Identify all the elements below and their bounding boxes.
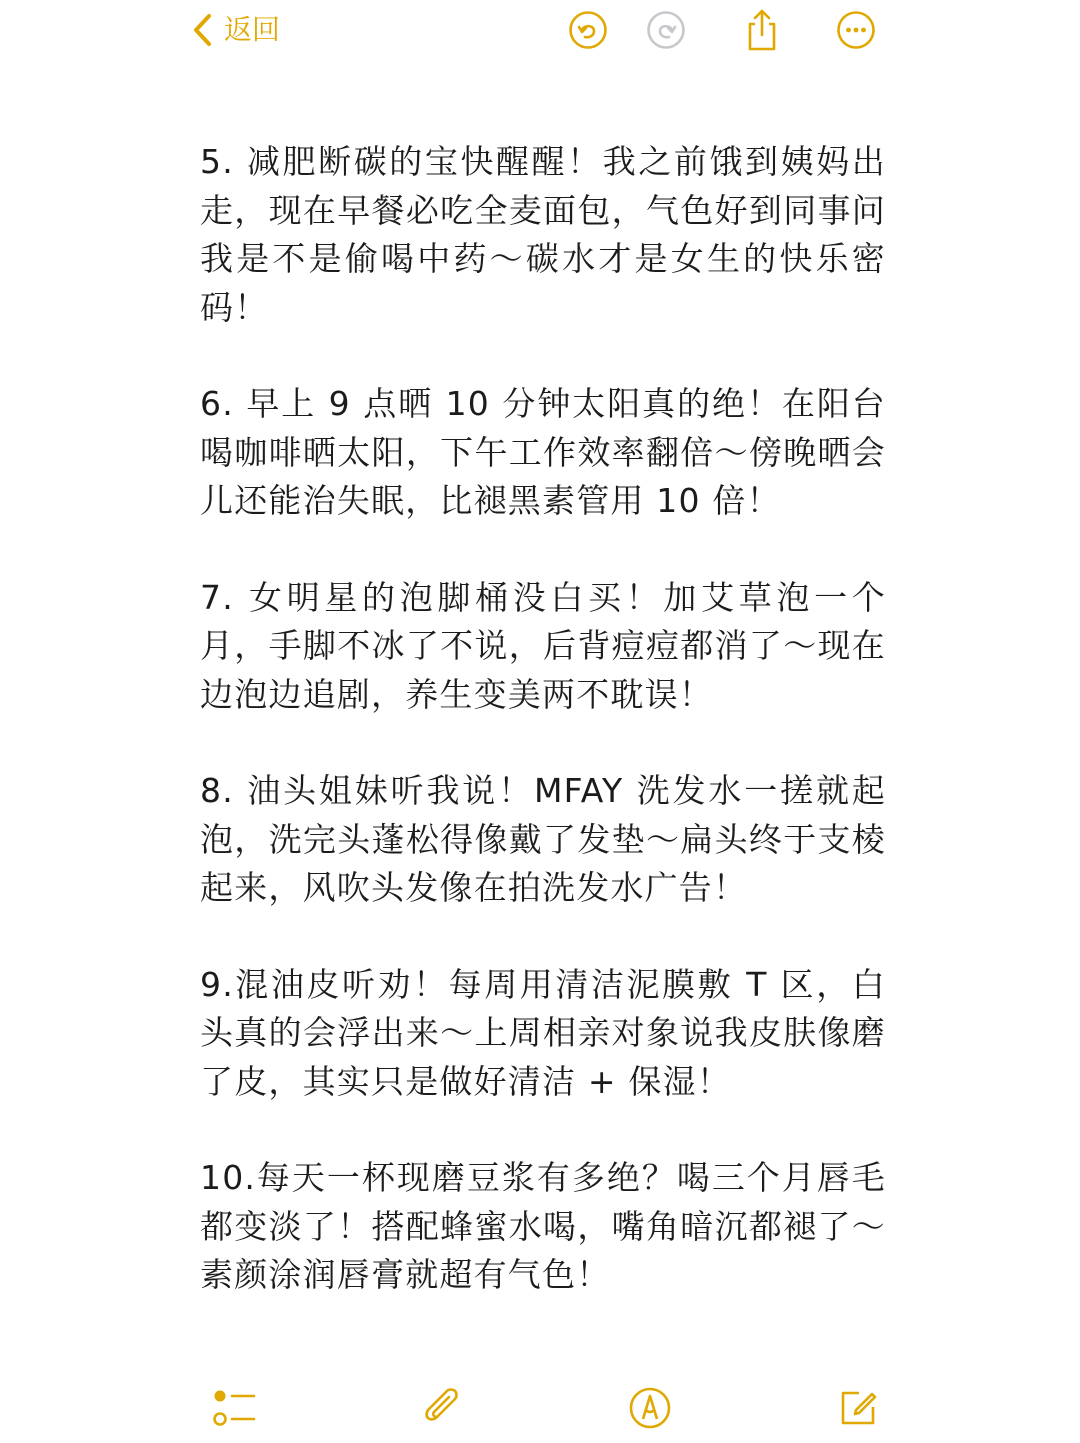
attachment-button[interactable] bbox=[418, 1384, 466, 1432]
back-label: 返回 bbox=[224, 13, 281, 46]
markup-button[interactable] bbox=[626, 1384, 674, 1432]
checklist-icon bbox=[211, 1387, 257, 1429]
more-button[interactable] bbox=[834, 8, 878, 52]
more-icon bbox=[836, 10, 876, 50]
redo-icon bbox=[646, 10, 686, 50]
bottom-toolbar bbox=[0, 1378, 1080, 1438]
undo-button[interactable] bbox=[566, 8, 610, 52]
redo-button[interactable] bbox=[644, 8, 688, 52]
share-icon bbox=[742, 8, 782, 52]
chevron-left-icon bbox=[192, 13, 214, 47]
note-paragraph: 5. 减肥断碳的宝快醒醒！我之前饿到姨妈出走，现在早餐必吃全麦面包，气色好到同事问我是不是偷喝中药～碳水才是女生的快乐密码！ bbox=[200, 142, 886, 327]
back-button[interactable] bbox=[192, 8, 280, 52]
markup-pen-icon bbox=[628, 1386, 672, 1430]
compose-button[interactable] bbox=[834, 1384, 882, 1432]
note-paragraph: 10.每天一杯现磨豆浆有多绝？喝三个月唇毛都变淡了！搭配蜂蜜水喝，嘴角暗沉都褪了～素颜涂润唇膏就超有气色！ bbox=[200, 1158, 886, 1294]
compose-icon bbox=[836, 1386, 880, 1430]
share-button[interactable] bbox=[740, 8, 784, 52]
note-paragraph: 7. 女明星的泡脚桶没白买！加艾草泡一个月，手脚不冰了不说，后背痘痘都消了～现在边泡边追剧，养生变美两不耽误！ bbox=[200, 577, 886, 714]
undo-icon bbox=[568, 10, 608, 50]
paperclip-icon bbox=[420, 1386, 464, 1430]
note-paragraph: 8. 油头姐妹听我说！MFAY 洗发水一搓就起泡，洗完头蓬松得像戴了发垫～扁头终于支棱起来，风吹头发像在拍洗发水广告！ bbox=[200, 771, 886, 907]
top-toolbar bbox=[0, 0, 1080, 60]
note-paragraph: 9.混油皮听劝！每周用清洁泥膜敷 T 区，白头真的会浮出来～上周相亲对象说我皮肤像磨了皮，其实只是做好清洁 + 保湿！ bbox=[200, 964, 886, 1101]
note-body[interactable] bbox=[200, 138, 886, 1348]
checklist-button[interactable] bbox=[210, 1384, 258, 1432]
note-paragraph: 6. 早上 9 点晒 10 分钟太阳真的绝！在阳台喝咖啡晒太阳，下午工作效率翻倍～傍晚晒会儿还能治失眠，比褪黑素管用 10 倍！ bbox=[200, 384, 886, 520]
